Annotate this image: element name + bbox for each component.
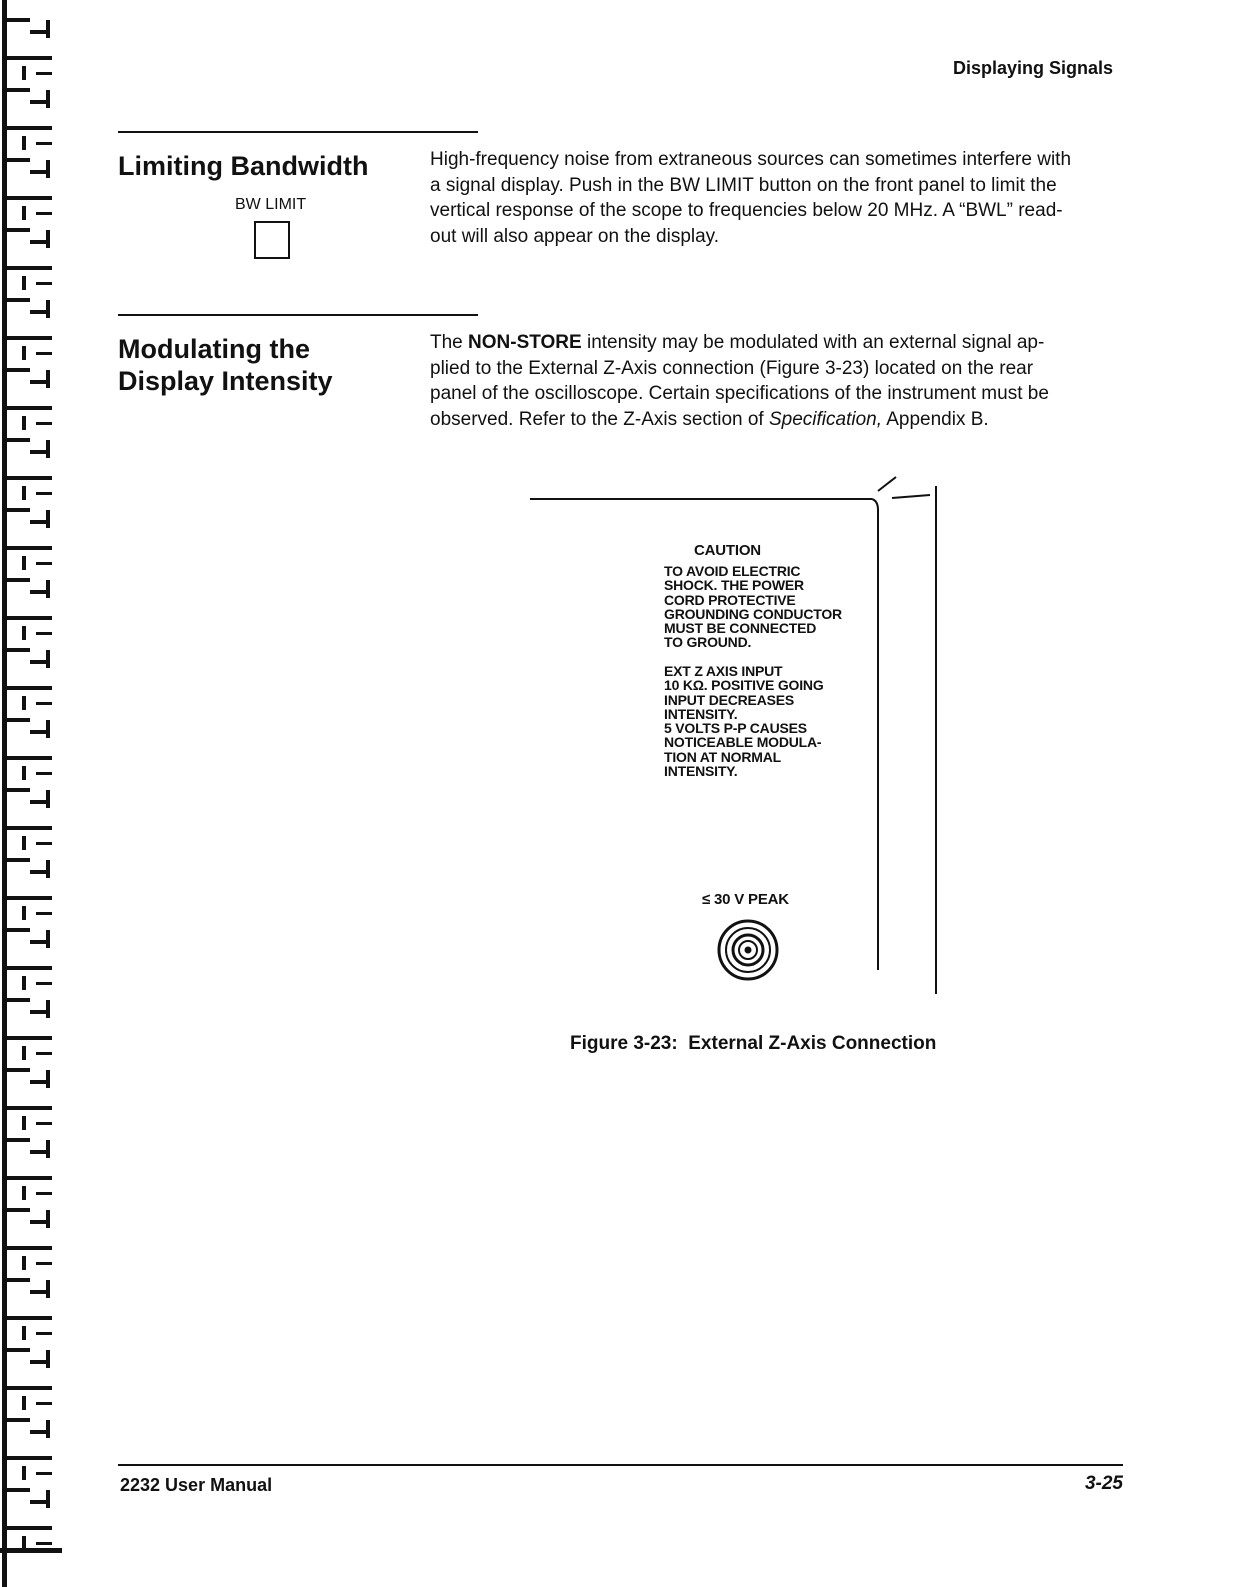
binding-mark <box>2 1278 30 1282</box>
binding-mark <box>30 870 48 874</box>
binding-mark <box>46 1420 50 1438</box>
binding-mark <box>30 1500 48 1504</box>
body-text: The <box>430 332 469 353</box>
binding-mark <box>2 966 52 970</box>
binding-mark <box>36 982 52 985</box>
binding-mark <box>36 72 52 75</box>
binding-mark <box>36 142 52 145</box>
binding-mark <box>2 578 30 582</box>
binding-mark <box>22 416 26 430</box>
binding-mark <box>22 206 26 220</box>
binding-mark <box>36 212 52 215</box>
binding-mark <box>36 282 52 285</box>
binding-mark <box>46 510 50 528</box>
binding-mark <box>22 136 26 150</box>
binding-mark <box>2 18 30 22</box>
binding-mark <box>22 346 26 360</box>
binding-mark <box>22 556 26 570</box>
section-title-modulating <box>118 333 333 397</box>
binding-mark <box>30 380 48 384</box>
binding-mark <box>22 976 26 990</box>
binding-mark <box>2 896 52 900</box>
binding-mark <box>2 616 52 620</box>
binding-mark <box>22 276 26 290</box>
binding-mark <box>46 930 50 948</box>
specification-reference: Specification, <box>769 408 883 430</box>
binding-mark <box>36 1052 52 1055</box>
binding-mark <box>30 940 48 944</box>
caution-line: TO AVOID ELECTRIC <box>664 563 801 579</box>
body-line: a signal display. Push in the BW LIMIT button on the front panel to limit the <box>430 174 1057 196</box>
binding-mark <box>2 1106 52 1110</box>
binding-mark <box>2 1488 30 1492</box>
binding-mark <box>46 230 50 248</box>
binding-mark <box>46 1280 50 1298</box>
binding-mark <box>22 66 26 80</box>
running-head: Displaying Signals <box>952 58 1113 78</box>
binding-mark <box>30 800 48 804</box>
binding-mark <box>36 772 52 775</box>
z-axis-input-text <box>664 664 824 778</box>
binding-mark <box>36 1542 52 1545</box>
binding-mark <box>36 1472 52 1475</box>
binding-mark <box>2 228 30 232</box>
binding-mark <box>2 1386 52 1390</box>
binding-mark <box>36 1122 52 1125</box>
binding-mark <box>22 1046 26 1060</box>
binding-mark <box>22 1536 26 1550</box>
binding-mark <box>46 20 50 38</box>
binding-mark <box>22 1396 26 1410</box>
body-text: observed. Refer to the Z-Axis section of <box>430 408 769 430</box>
binding-mark <box>22 766 26 780</box>
binding-mark <box>30 30 48 34</box>
binding-mark <box>36 912 52 915</box>
binding-mark <box>30 520 48 524</box>
binding-mark <box>30 1430 48 1434</box>
binding-strip-decoration <box>0 0 62 1587</box>
binding-mark <box>22 1466 26 1480</box>
binding-mark <box>30 100 48 104</box>
binding-mark <box>30 240 48 244</box>
binding-mark <box>46 1210 50 1228</box>
binding-mark <box>30 730 48 734</box>
binding-mark <box>46 300 50 318</box>
binding-mark <box>30 450 48 454</box>
binding-mark <box>46 790 50 808</box>
non-store-term: NON-STORE <box>468 332 582 353</box>
binding-mark <box>2 1176 52 1180</box>
binding-mark <box>46 720 50 738</box>
binding-mark <box>46 860 50 878</box>
binding-mark <box>46 1000 50 1018</box>
binding-mark <box>30 660 48 664</box>
peak-voltage-label: ≤ 30 V PEAK <box>702 891 789 908</box>
caution-line: SHOCK. THE POWER <box>664 577 804 594</box>
binding-mark <box>2 1036 52 1040</box>
binding-mark <box>36 1332 52 1335</box>
body-line: out will also appear on the display. <box>430 225 720 247</box>
bnc-connector-icon <box>716 918 780 982</box>
binding-mark <box>2 1418 30 1422</box>
binding-mark <box>36 1192 52 1195</box>
body-text: Appendix B. <box>882 408 989 430</box>
manual-title: 2232 User Manual <box>120 1475 273 1495</box>
binding-mark <box>46 1490 50 1508</box>
input-spec-line: NOTICEABLE MODULA- <box>664 734 822 751</box>
binding-mark <box>36 842 52 845</box>
binding-mark <box>2 998 30 1002</box>
binding-mark <box>2 788 30 792</box>
binding-mark <box>22 836 26 850</box>
binding-mark <box>30 1150 48 1154</box>
figure-caption: Figure 3-23: External Z-Axis Connection <box>570 1033 937 1054</box>
binding-mark <box>2 1208 30 1212</box>
binding-mark <box>36 632 52 635</box>
input-spec-line: INTENSITY. <box>664 763 738 780</box>
binding-mark <box>2 196 52 200</box>
bw-limit-label: BW LIMIT <box>235 196 307 213</box>
section-title-line: Modulating the <box>118 334 310 364</box>
binding-mark <box>2 648 30 652</box>
caution-text <box>664 564 842 650</box>
binding-mark <box>36 352 52 355</box>
body-text: intensity may be modulated with an external signal ap- <box>581 332 1045 353</box>
binding-mark <box>2 686 52 690</box>
binding-mark <box>36 422 52 425</box>
binding-mark <box>46 1140 50 1158</box>
binding-mark <box>2 158 30 162</box>
input-spec-line: 5 VOLTS P-P CAUSES <box>664 720 807 737</box>
section1-body <box>430 147 1130 249</box>
binding-mark <box>2 336 52 340</box>
body-line: High-frequency noise from extraneous sources can sometimes interfere with <box>430 149 1072 170</box>
binding-mark <box>30 1080 48 1084</box>
binding-mark <box>36 562 52 565</box>
binding-mark <box>2 368 30 372</box>
binding-mark <box>2 858 30 862</box>
binding-mark <box>46 650 50 668</box>
input-spec-line: 10 KΩ. POSITIVE GOING <box>664 677 824 694</box>
binding-mark <box>2 1246 52 1250</box>
binding-mark <box>36 702 52 705</box>
input-spec-line: INPUT DECREASES <box>664 691 795 708</box>
binding-mark <box>30 170 48 174</box>
binding-mark <box>2 266 52 270</box>
body-line: panel of the oscilloscope. Certain specifications of the instrument must be <box>430 383 1049 404</box>
section-title-line: Display Intensity <box>118 366 333 396</box>
binding-mark <box>46 440 50 458</box>
caution-line: MUST BE CONNECTED <box>664 620 817 637</box>
caution-line: CORD PROTECTIVE <box>664 591 796 608</box>
body-line: plied to the External Z-Axis connection (Figure 3-23) located on the rear <box>430 357 1034 379</box>
binding-mark <box>2 1068 30 1072</box>
binding-mark <box>46 1350 50 1368</box>
binding-mark <box>22 906 26 920</box>
binding-mark <box>2 126 52 130</box>
binding-mark <box>46 160 50 178</box>
page-number: 3-25 <box>1084 1473 1123 1494</box>
binding-mark <box>2 1348 30 1352</box>
bw-limit-button-icon <box>254 221 290 259</box>
binding-mark <box>36 1402 52 1405</box>
binding-mark <box>22 626 26 640</box>
binding-mark <box>22 1186 26 1200</box>
section2-body <box>430 330 1130 432</box>
binding-mark <box>30 1220 48 1224</box>
binding-mark <box>22 696 26 710</box>
binding-mark <box>22 1256 26 1270</box>
binding-mark <box>46 90 50 108</box>
input-spec-line: EXT Z AXIS INPUT <box>664 663 783 679</box>
binding-mark <box>2 1456 52 1460</box>
body-line: vertical response of the scope to frequencies below 20 MHz. A “BWL” read- <box>430 200 1063 221</box>
section-rule <box>118 314 478 316</box>
binding-mark <box>2 718 30 722</box>
binding-mark <box>2 546 52 550</box>
binding-mark <box>2 406 52 410</box>
binding-mark <box>30 310 48 314</box>
binding-mark <box>2 826 52 830</box>
binding-mark <box>36 492 52 495</box>
footer-rule <box>118 1464 1123 1466</box>
binding-mark <box>2 1138 30 1142</box>
section-rule <box>118 131 478 133</box>
binding-mark <box>36 1262 52 1265</box>
caution-title: CAUTION <box>694 542 761 559</box>
binding-mark <box>2 1316 52 1320</box>
binding-mark <box>2 56 52 60</box>
binding-mark <box>22 1116 26 1130</box>
input-spec-line: INTENSITY. <box>664 705 738 722</box>
binding-mark <box>30 1360 48 1364</box>
section-title-limiting-bandwidth: Limiting Bandwidth <box>118 151 369 181</box>
binding-mark <box>2 438 30 442</box>
binding-mark <box>2 476 52 480</box>
binding-mark <box>22 1326 26 1340</box>
caution-line: TO GROUND. <box>664 634 752 651</box>
binding-mark <box>30 1010 48 1014</box>
binding-mark <box>46 1070 50 1088</box>
binding-mark <box>46 580 50 598</box>
binding-mark <box>22 486 26 500</box>
binding-mark <box>2 756 52 760</box>
body-line <box>430 330 1130 356</box>
binding-mark <box>30 1290 48 1294</box>
binding-mark <box>2 1526 52 1530</box>
caution-line: GROUNDING CONDUCTOR <box>664 605 842 622</box>
input-spec-line: TION AT NORMAL <box>664 748 781 765</box>
body-line <box>430 407 1130 433</box>
binding-mark <box>30 590 48 594</box>
binding-mark <box>2 298 30 302</box>
binding-mark <box>2 88 30 92</box>
binding-mark <box>46 370 50 388</box>
binding-mark <box>2 928 30 932</box>
binding-mark <box>2 508 30 512</box>
